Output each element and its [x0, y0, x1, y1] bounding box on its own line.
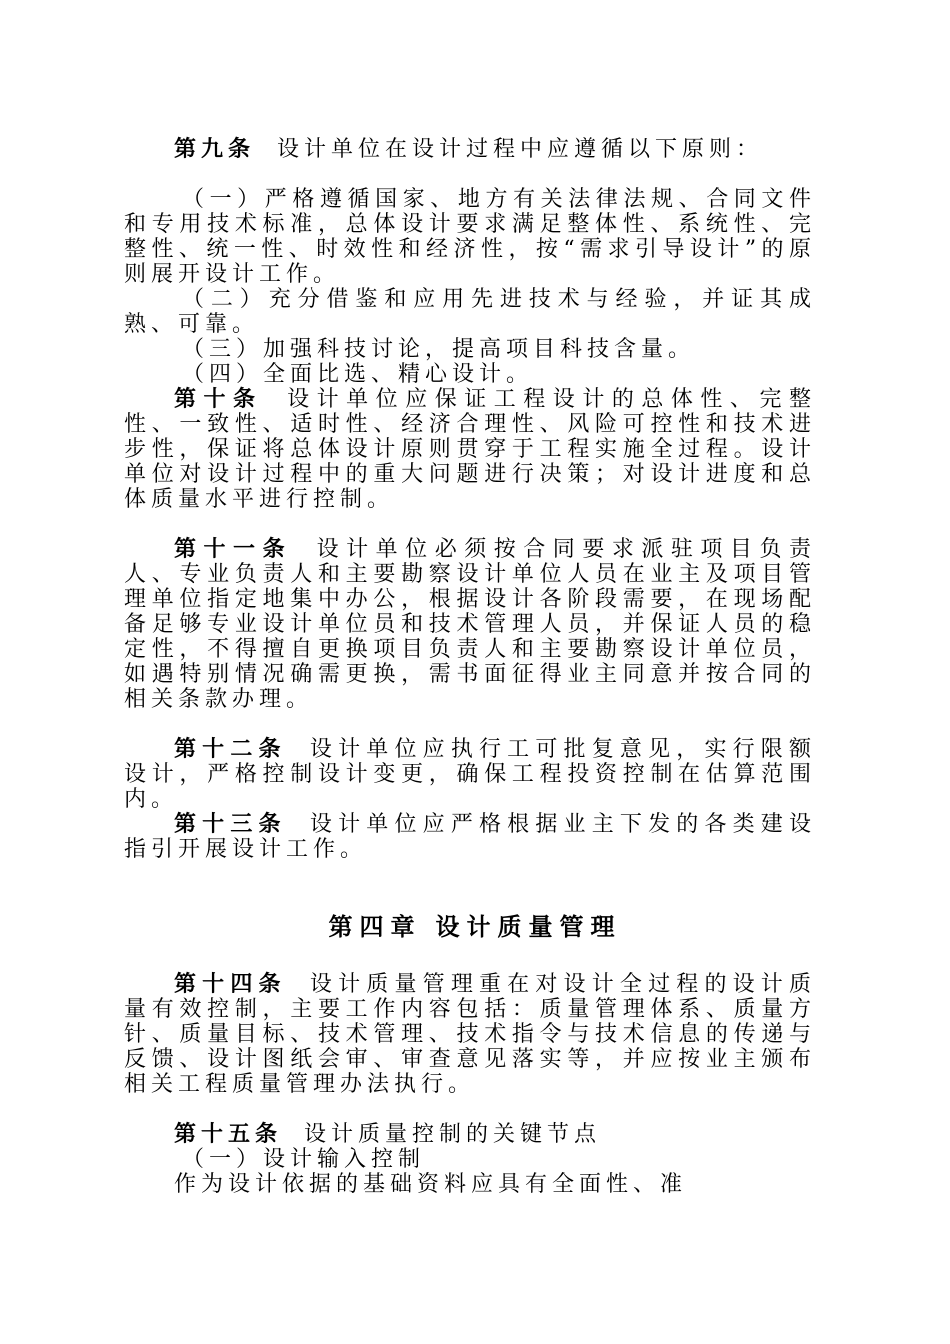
- article-heading: 第十五条: [174, 1121, 283, 1147]
- article-text: 设计单位应执行工可批复意见，实行限额设计，严格控制设计变更，确保工程投资控制在估算范围内。: [124, 737, 816, 812]
- article-heading: 第十二条: [174, 736, 287, 762]
- article-heading: 第十四条: [174, 971, 287, 997]
- article-10: [124, 387, 816, 512]
- clause-text: （一）设计输入控制: [182, 1147, 426, 1172]
- clause-1: [124, 187, 816, 287]
- article-14: [124, 972, 816, 1097]
- chapter-number: 第四章: [328, 912, 422, 941]
- clause-4: [124, 362, 816, 387]
- clause-text: （二）充分借鉴和应用先进技术与经验，并证其成熟、可靠。: [124, 287, 816, 337]
- article-heading: 第十三条: [174, 811, 287, 837]
- clause-3: [124, 337, 816, 362]
- article-heading: 第十条: [174, 386, 263, 412]
- article-text: 设计单位应保证工程设计的总体性、完整性、一致性、适时性、经济合理性、风险可控性和技术进步性，保证将总体设计原则贯穿于工程实施全过程。设计单位对设计过程中的重大问题进行决策；对设计进度和总体质量水平进行控制。: [124, 387, 816, 512]
- clause-text: （一）严格遵循国家、地方有关法律法规、合同文件和专用技术标准，总体设计要求满足整体性、系统性、完整性、统一性、时效性和经济性，按“需求引导设计”的原则展开设计工作。: [124, 187, 816, 287]
- article-text: 设计单位在设计过程中应遵循以下原则：: [277, 137, 764, 162]
- paragraph-basis: [124, 1172, 816, 1197]
- clause-2: [124, 287, 816, 337]
- article-heading: 第十一条: [174, 536, 293, 562]
- article-text: 设计质量管理重在对设计全过程的设计质量有效控制，主要工作内容包括：质量管理体系、质量方针、质量目标、技术管理、技术指令与技术信息的传递与反馈、设计图纸会审、审查意见落实等，并应按业主颁布相关工程质量管理办法执行。: [124, 972, 816, 1097]
- chapter-title: [0, 912, 950, 942]
- article-15: [124, 1122, 816, 1147]
- article-text: 设计单位必须按合同要求派驻项目负责人、专业负责人和主要勘察设计单位人员在业主及项目管理单位指定地集中办公，根据设计各阶段需要，在现场配备足够专业设计单位员和技术管理人员，并保证人员的稳定性，不得擅自更换项目负责人和主要勘察设计单位员，如遇特别情况确需更换，需书面征得业主同意并按合同的相关条款办理。: [124, 537, 816, 712]
- article-heading: 第九条: [174, 136, 256, 162]
- paragraph-text: 作为设计依据的基础资料应具有全面性、准: [174, 1172, 688, 1197]
- article-text: 设计单位应严格根据业主下发的各类建设指引开展设计工作。: [124, 812, 816, 862]
- chapter-name: 设计质量管理: [435, 912, 622, 941]
- article-text: 设计质量控制的关键节点: [304, 1122, 602, 1147]
- article-9: [124, 137, 816, 162]
- clause-text: （三）加强科技讨论，提高项目科技含量。: [182, 337, 696, 362]
- article-12: [124, 737, 816, 812]
- article-13: [124, 812, 816, 862]
- clause-text: （四）全面比选、精心设计。: [182, 362, 534, 387]
- article-11: [124, 537, 816, 712]
- clause-input-control: [124, 1147, 816, 1172]
